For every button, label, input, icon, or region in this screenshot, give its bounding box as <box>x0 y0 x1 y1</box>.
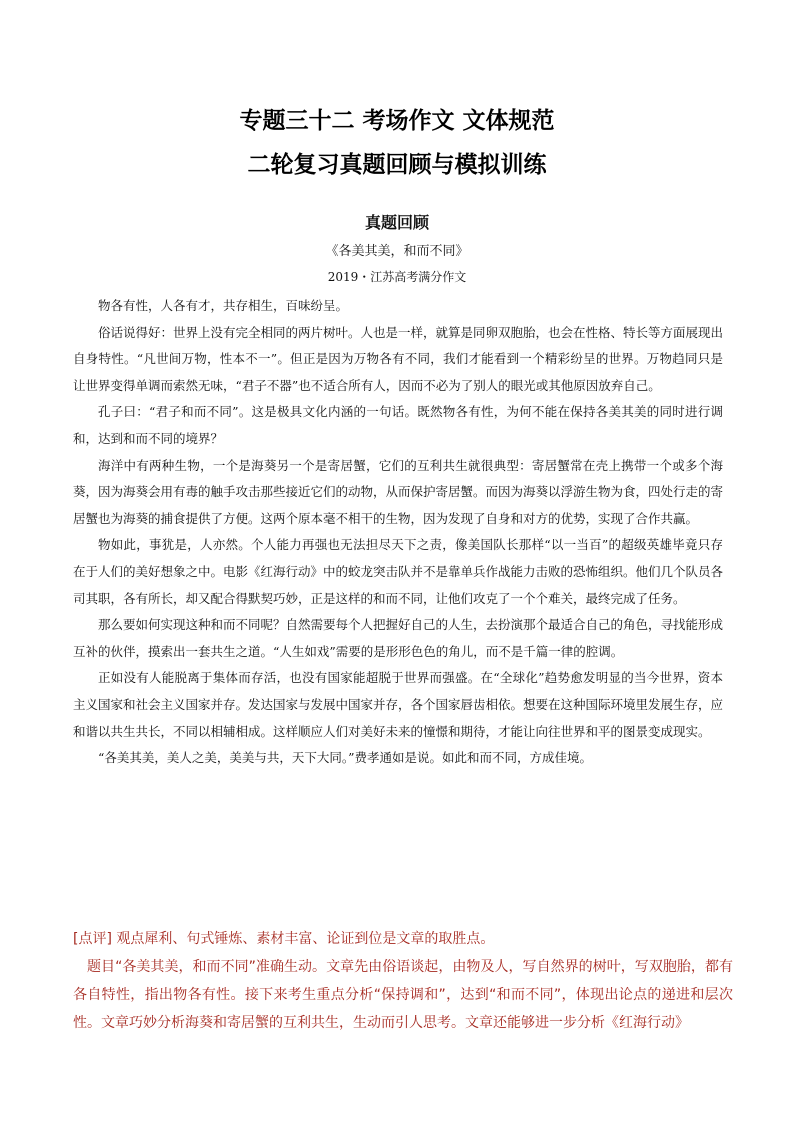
essay-paragraph: “各美其美，美人之美，美美与共，天下大同。”费孝通如是说。如此和而不同，方成佳境。 <box>98 750 593 766</box>
document-title: 专题三十二 考场作文 文体规范 <box>239 108 555 134</box>
essay-paragraph: 俗话说得好：世界上没有完全相同的两片树叶。人也是一样，就算是同卵双胞胎，也会在性格、特长等方面展现出自身特性。“凡世间万物，性本不一”。但正是因为万物各有不同，我们才能看到一个精彩纷呈的世界。万物趋同只是让世界变得单调而索然无味，“君子不器”也不适合所有人，因而不必为了别人的眼光或其他原因放弃自己。 <box>73 324 724 393</box>
commentary-paragraph: 题目“各美其美，和而不同”准确生动。文章先由俗语谈起，由物及人，写自然界的树叶，写双胞胎，都有各自特性，指出物各有性。接下来考生重点分析“保持调和”，达到“和而不同”，体现出论点的递进和层次性。文章巧妙分析海葵和寄居蟹的互利共生，生动而引人思考。文章还能够进一步分析《红海行动》 <box>73 959 733 1031</box>
essay-paragraph: 海洋中有两种生物，一个是海葵另一个是寄居蟹，它们的互利共生就很典型：寄居蟹常在壳上携带一个或多个海葵，因为海葵会用有毒的触手攻击那些接近它们的动物，从而保护寄居蟹。而因为海葵以浮游生物为食，四处行走的寄居蟹也为海葵的捕食提供了方便。这两个原本毫不相干的生物，因为发现了自身和对方的优势，实现了合作共赢。 <box>73 457 724 526</box>
essay-paragraph: 孔子曰：“君子和而不同”。这是极具文化内涵的一句话。既然物各有性，为何不能在保持各美其美的同时进行调和，达到和而不同的境界？ <box>73 404 723 446</box>
document-subtitle: 二轮复习真题回顾与模拟训练 <box>247 152 547 178</box>
essay-paragraph: 物各有性，人各有才，共存相生，百味纷呈。 <box>98 298 349 313</box>
essay-paragraph: 那么要如何实现这种和而不同呢？自然需要每个人把握好自己的人生，去扮演那个最适合自己的角色，寻找能形成互补的伙伴，摸索出一套共生之道。“人生如戏”需要的是形形色色的角儿，而不是千篇一律的腔调。 <box>73 617 724 659</box>
essay-paragraph: 正如没有人能脱离于集体而存活，也没有国家能超脱于世界而强盛。在“全球化”趋势愈发明显的当今世界，资本主义国家和社会主义国家并存。发达国家与发展中国家并存，各个国家唇齿相依。想要在这种国际环境里发展生存，应和谐以共生共长，不同以相辅相成。这样顺应人们对美好未来的憧憬和期待，才能让向往世界和平的图景变成现实。 <box>73 670 724 739</box>
essay-body <box>73 293 723 772</box>
commentary-block <box>73 925 733 1037</box>
commentary-summary: 观点犀利、句式锤炼、素材丰富、论证到位是文章的取胜点。 <box>111 931 495 947</box>
essay-source: 2019・江苏高考满分作文 <box>327 270 467 284</box>
commentary-line <box>73 925 733 953</box>
commentary-tag: [点评] <box>73 931 112 947</box>
essay-title: 《各美其美，和而不同》 <box>325 244 469 259</box>
essay-paragraph: 物如此，事犹是，人亦然。个人能力再强也无法担尽天下之责，像美国队长那样“以一当百”的超级英雄毕竟只存在于人们的美好想象之中。电影《红海行动》中的蛟龙突击队并不是靠单兵作战能力击败的恐怖组织。他们几个队员各司其职，各有所长，却又配合得默契巧妙，正是这样的和而不同，让他们攻克了一个个难关，最终完成了任务。 <box>73 537 724 606</box>
section-heading: 真题回顾 <box>364 213 429 232</box>
